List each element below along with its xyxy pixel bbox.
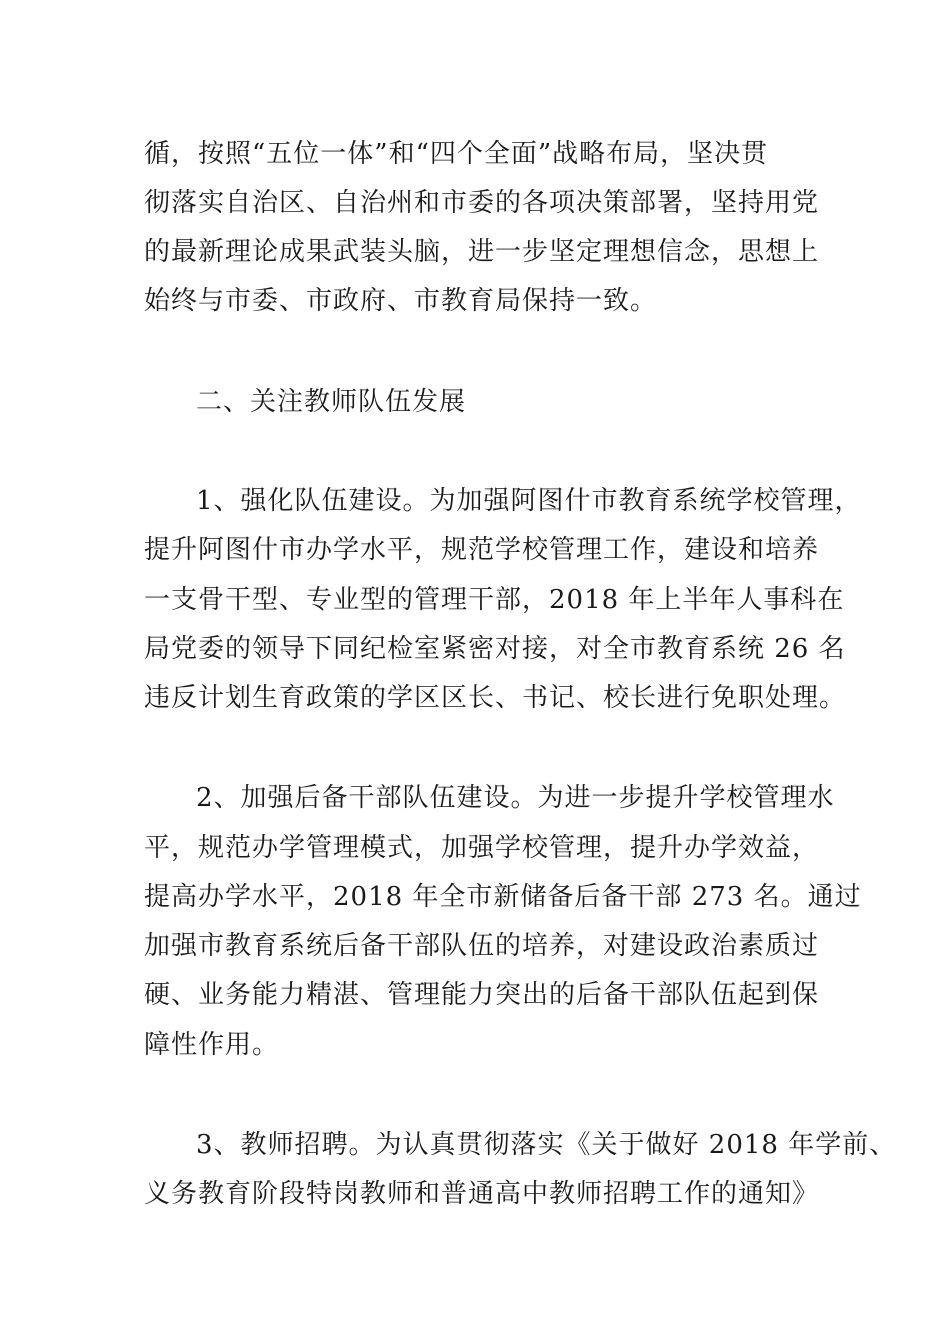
text-line: 违反计划生育政策的学区区长、书记、校长进行免职处理。 — [144, 683, 847, 713]
text-line: 1、强化队伍建设。为加强阿图什市教育系统学校管理， — [196, 486, 862, 516]
text-line: 3、教师招聘。为认真贯彻落实《关于做好 2018 年学前、 — [196, 1130, 897, 1160]
text-line: 始终与市委、市政府、市教育局保持一致。 — [144, 286, 658, 316]
text-line: 局党委的领导下同纪检室紧密对接，对全市教育系统 26 名 — [144, 634, 846, 664]
text-line: 循，按照“五位一体”和“四个全面”战略布局，坚决贯 — [144, 139, 769, 169]
text-line: 平，规范办学管理模式，加强学校管理，提升办学效益， — [144, 833, 820, 863]
text-line: 提高办学水平，2018 年全市新储备后备干部 273 名。通过 — [144, 882, 862, 912]
text-line: 硬、业务能力精湛、管理能力突出的后备干部队伍起到保 — [144, 980, 820, 1010]
section-heading: 二、关注教师队伍发展 — [196, 387, 467, 417]
text-line: 加强市教育系统后备干部队伍的培养，对建设政治素质过 — [144, 931, 820, 961]
text-line: 2、加强后备干部队伍建设。为进一步提升学校管理水 — [196, 783, 835, 813]
text-line: 提升阿图什市办学水平，规范学校管理工作，建设和培养 — [144, 535, 820, 565]
text-line: 义务教育阶段特岗教师和普通高中教师招聘工作的通知》 — [144, 1179, 820, 1209]
text-line: 障性作用。 — [144, 1030, 280, 1060]
text-line: 彻落实自治区、自治州和市委的各项决策部署，坚持用党 — [144, 188, 820, 218]
text-line: 的最新理论成果武装头脑，进一步坚定理想信念，思想上 — [144, 237, 820, 267]
text-line: 一支骨干型、专业型的管理干部，2018 年上半年人事科在 — [144, 585, 845, 615]
